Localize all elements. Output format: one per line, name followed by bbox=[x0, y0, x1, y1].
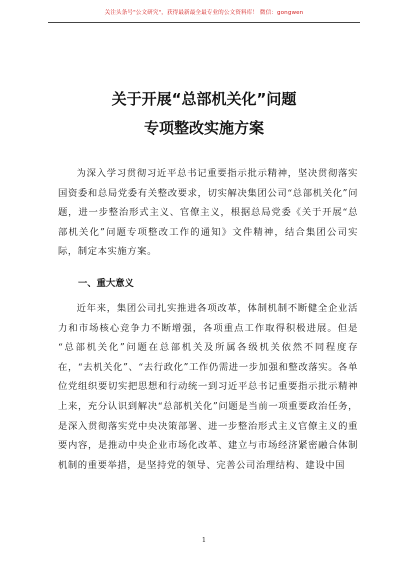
page-number: 1 bbox=[201, 536, 207, 544]
header-note: 关注头条号"公文研究"，获得最新最全最专业的公文资料库！ 微信：gongwen bbox=[104, 10, 304, 16]
document-title-line-1: 关于开展“总部机关化”问题 bbox=[111, 90, 297, 108]
section-heading: 一、重大意义 bbox=[78, 278, 134, 289]
section-paragraph: 近年来，集团公司扎实推进各项改革，体制机制不断健全企业活力和市场核心竞争力不断增强，各项重点工作取得积极进展。但是 “总部机关化”问题在总部机关及所属各级机关依然不同程度存在，“去机关化”、“去行政化”工作仍需进一步加强和整改落实。各单位党组织要切实把思想和行动统一到习近平总书记重要指示批示精神上来，充分认识到解决“总部机关化”问题是当前一项重要政治任务，是深入贯彻落实党中央决策部署、进一步整治形式主义官僚主义的重要内容，是推动中央企业市场化改革、建立与市场经济紧密融合体制机制的重要举措，是坚持党的领导、完善公司治理结构、建设中国 bbox=[58, 303, 358, 471]
document-title-line-2: 专项整改实施方案 bbox=[143, 119, 264, 137]
intro-paragraph: 为深入学习贯彻习近平总书记重要指示批示精神，坚决贯彻落实国资委和总局党委有关整改要求，切实解决集团公司“总部机关化”问题，进一步整治形式主义、官僚主义，根据总局党委《关于开展“总部机关化”问题专项整改工作的通知》文件精神，结合集团公司实际，制定本实施方案。 bbox=[58, 168, 358, 258]
header-divider bbox=[48, 22, 360, 23]
